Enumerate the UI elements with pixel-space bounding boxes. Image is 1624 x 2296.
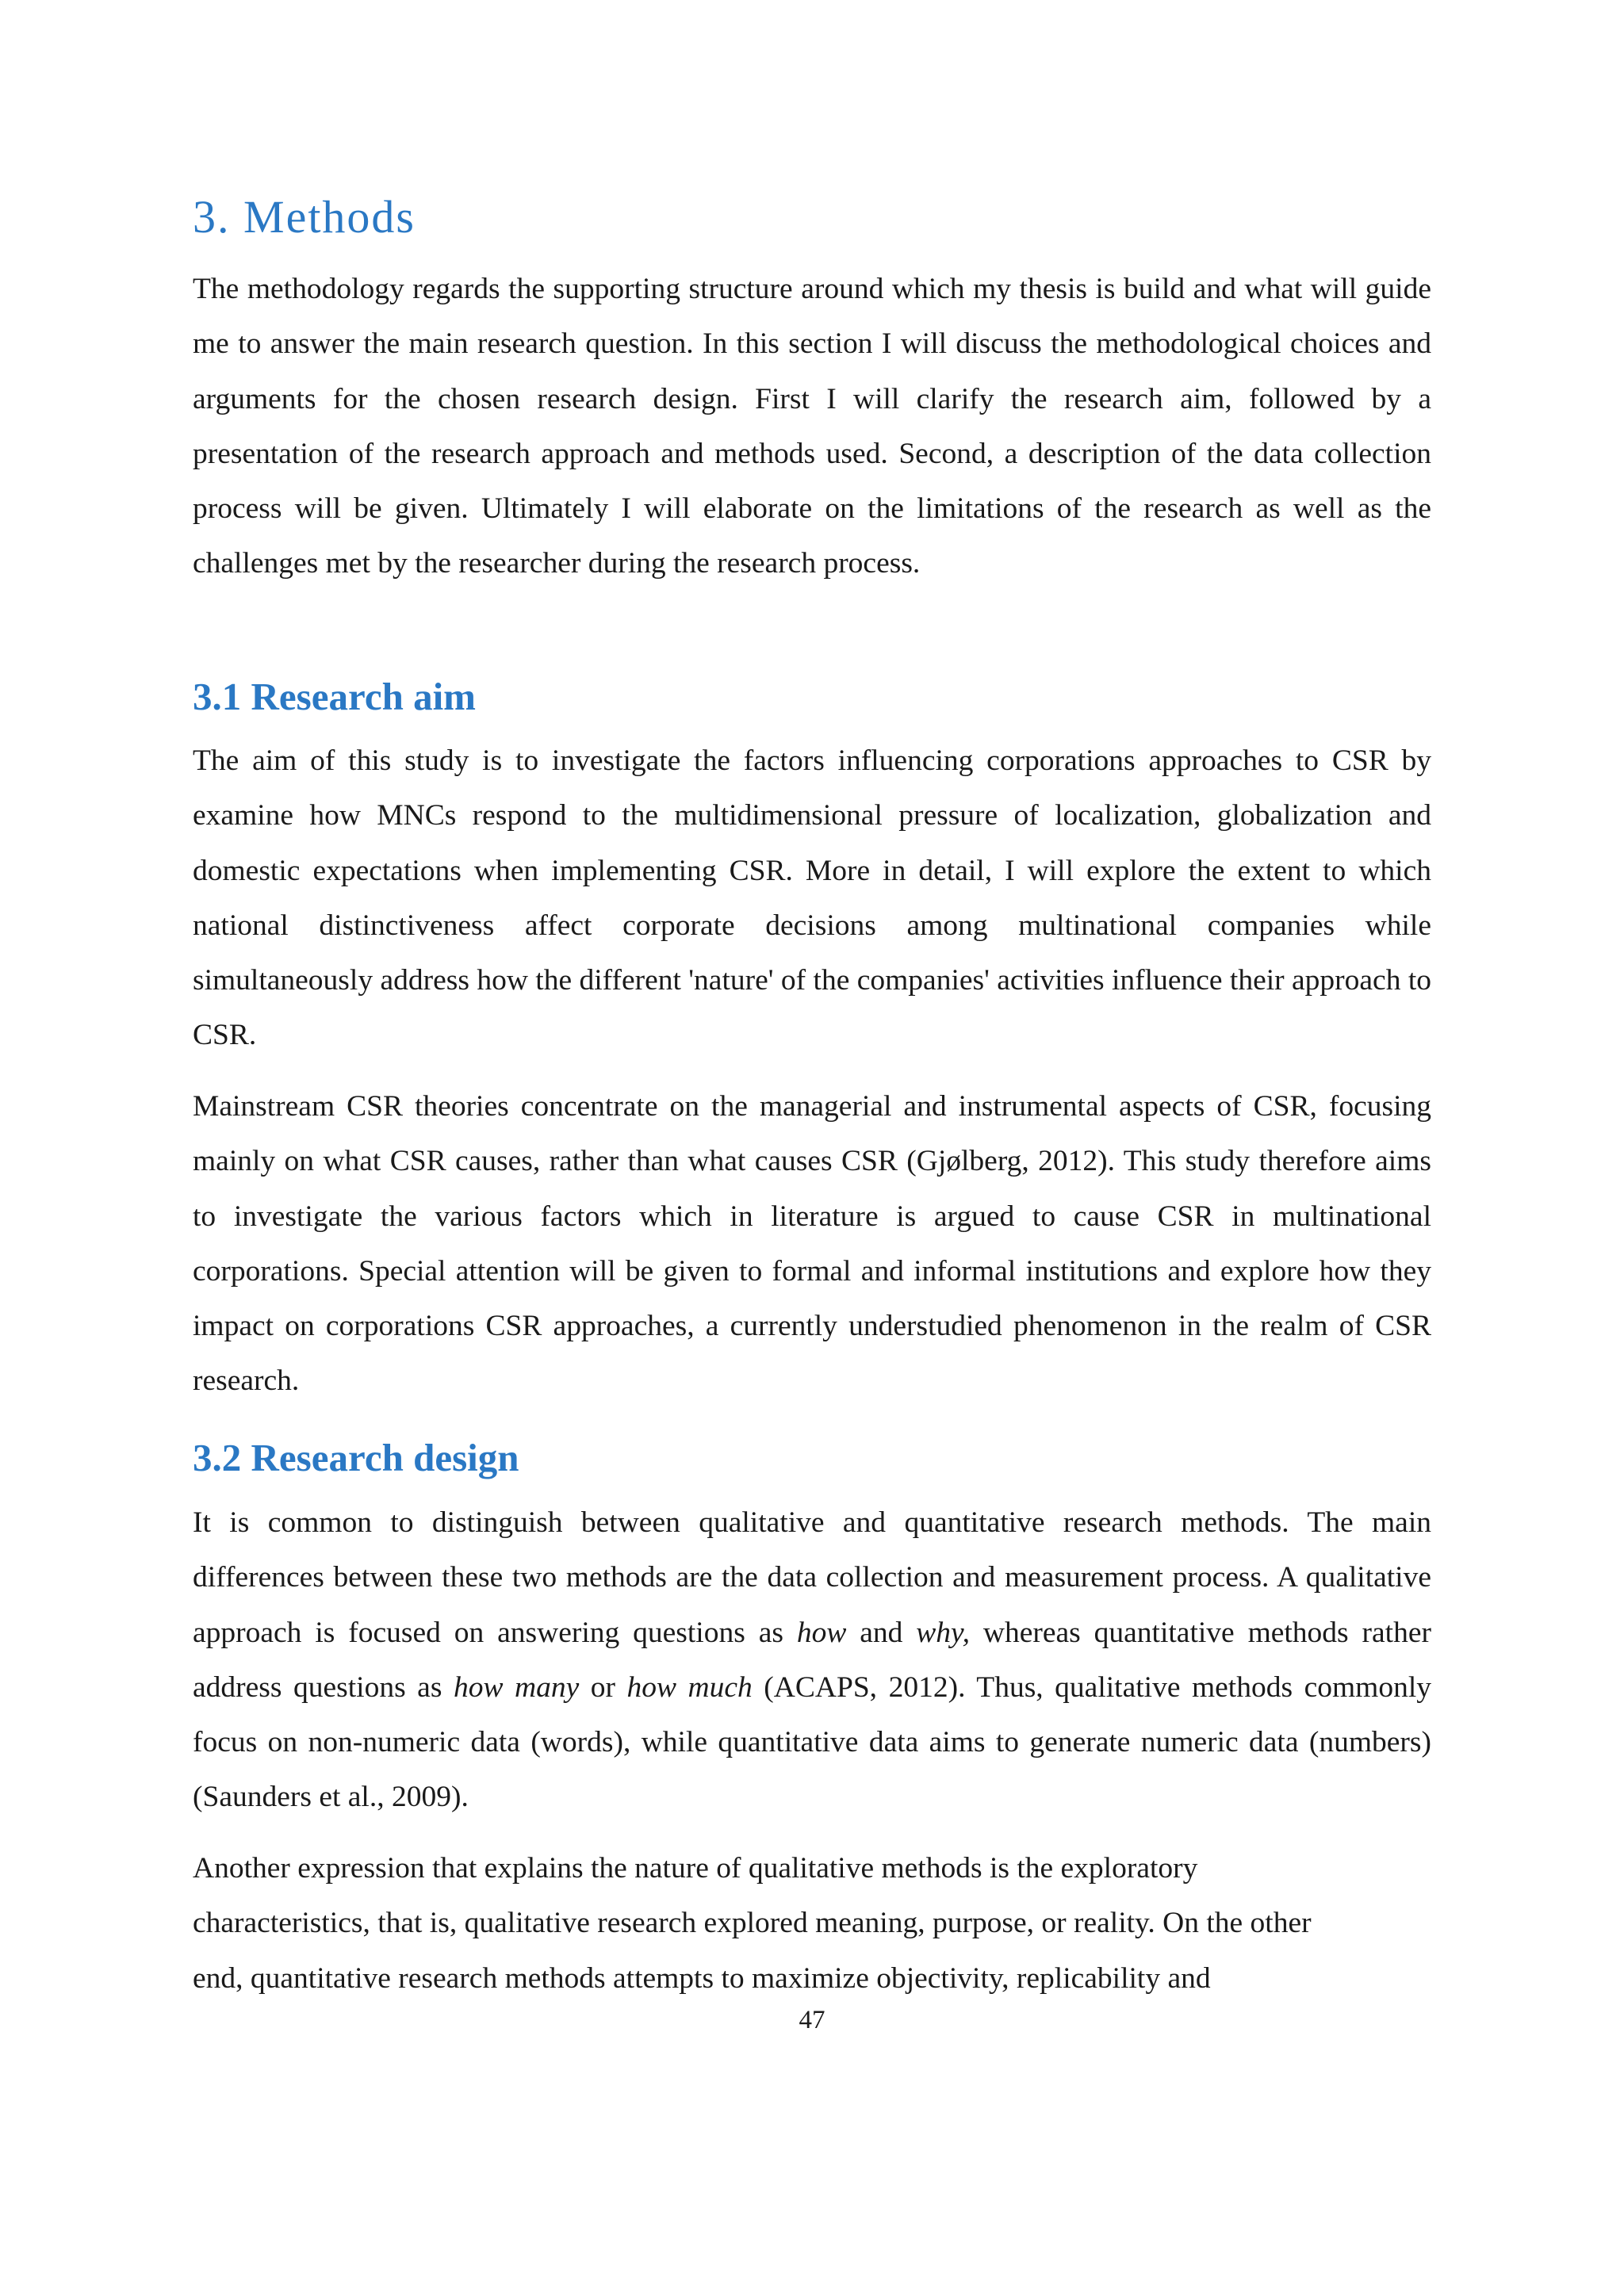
text-run: and [846, 1616, 917, 1649]
italic-how-many: how many [453, 1670, 580, 1704]
italic-how: how [796, 1616, 847, 1649]
line-2: characteristics, that is, qualitative research explored meaning, purpose, or reality. On the other [193, 1907, 1312, 1940]
chapter-heading: 3. Methods [193, 191, 416, 243]
text-run: It is common to distinguish between qualitative and quantitative research methods. The main differences between these two methods are the data collection and measurement process. A qualitative approach is focused on answering questions as [193, 1506, 1431, 1649]
line-1: Another expression that explains the nature of qualitative methods is the exploratory [193, 1852, 1198, 1885]
section-heading-research-design: 3.2 Research design [193, 1436, 519, 1479]
italic-why: why, [916, 1616, 971, 1649]
intro-paragraph: The methodology regards the supporting structure around which my thesis is build and what will guide me to answer the main research question. In this section I will discuss the methodological choices and arguments for the chosen research design. First I will clarify the research aim, followed by a presentation of the research approach and methods used. Second, a description of the data collection process will be given. Ultimately I will elaborate on the limitations of the research as well as the challenges met by the researcher during the research process. [193, 273, 1431, 580]
text-run: whereas quantitative methods rather address questions as [193, 1616, 1431, 1704]
research-aim-paragraph-1: The aim of this study is to investigate the factors influencing corporations approaches to CSR by examine how MNCs respond to the multidimensional pressure of localization, globalization and domestic expectations when implementing CSR. More in detail, I will explore the extent to which national distinctiveness affect corporate decisions among multinational companies while simultaneously address how the different 'nature' of the companies' activities influence their approach to CSR. [193, 744, 1431, 1052]
research-aim-paragraph-2: Mainstream CSR theories concentrate on the managerial and instrumental aspects of CSR, focusing mainly on what CSR causes, rather than what causes CSR (Gjølberg, 2012). This study therefore aims to investigate the various factors which in literature is argued to cause CSR in multinational corporations. Special attention will be given to formal and informal institutions and explore how they impact on corporations CSR approaches, a currently understudied phenomenon in the realm of CSR research. [193, 1090, 1431, 1398]
research-design-paragraph-2 [193, 1841, 1431, 2006]
italic-how-much: how much [626, 1670, 753, 1704]
research-design-paragraph-1 [193, 1495, 1431, 1825]
text-run: or [579, 1670, 627, 1704]
line-3: end, quantitative research methods attempts to maximize objectivity, replicability and [193, 1961, 1211, 1995]
page-number: 47 [799, 2006, 825, 2034]
section-heading-research-aim: 3.1 Research aim [193, 675, 476, 718]
text-run: (ACAPS, 2012). Thus, qualitative methods commonly focus on non-numeric data (words), while quantitative data aims to generate numeric data (numbers) (Saunders et al., 2009). [193, 1670, 1431, 1814]
